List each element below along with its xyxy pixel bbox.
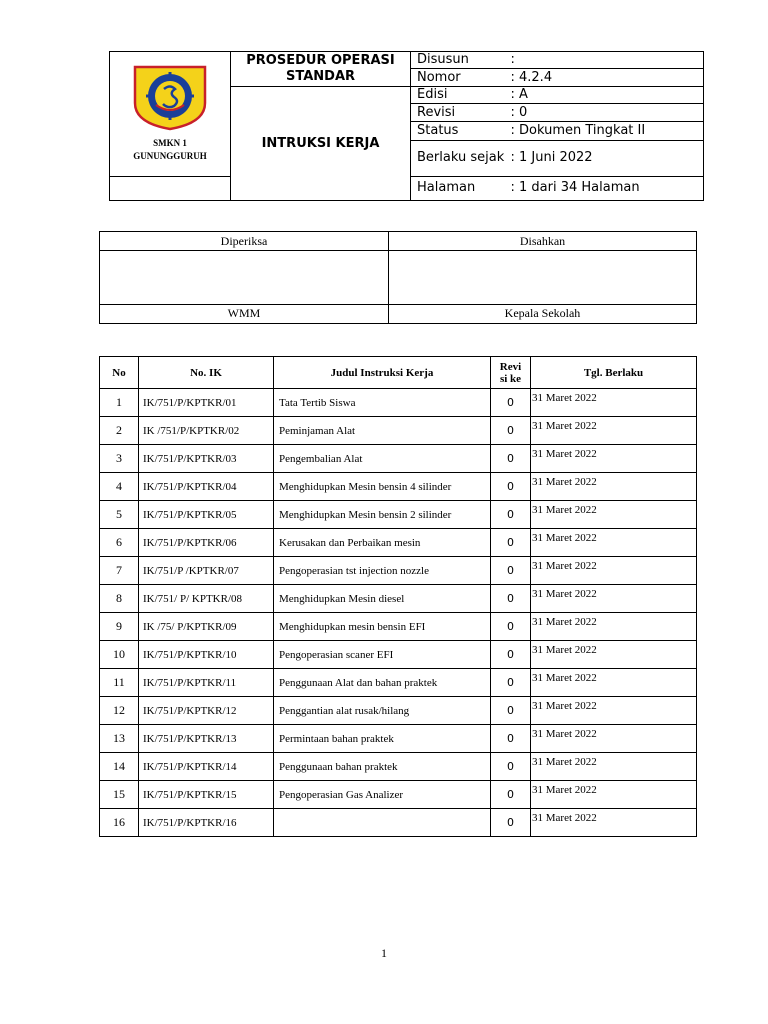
row-ik: IK /751/P/KPTKR/02 — [139, 417, 274, 445]
row-judul: Menghidupkan Mesin diesel — [274, 585, 491, 613]
checked-by-label: Diperiksa — [100, 232, 389, 251]
row-no: 12 — [100, 697, 139, 725]
school-logo — [131, 65, 209, 131]
row-judul: Tata Tertib Siswa — [274, 389, 491, 417]
row-ik: IK/751/P/KPTKR/03 — [139, 445, 274, 473]
meta-value-disusun: : — [511, 52, 704, 69]
row-ik: IK/751/P/KPTKR/13 — [139, 725, 274, 753]
table-row — [100, 389, 697, 417]
header-tgl: Tgl. Berlaku — [531, 357, 697, 389]
header-ik: No. IK — [139, 357, 274, 389]
row-no: 1 — [100, 389, 139, 417]
row-ik: IK /75/ P/KPTKR/09 — [139, 613, 274, 641]
logo-footer-cell — [110, 176, 231, 200]
row-no: 4 — [100, 473, 139, 501]
row-ik: IK/751/P/KPTKR/15 — [139, 781, 274, 809]
row-no: 14 — [100, 753, 139, 781]
row-judul: Penggunaan bahan praktek — [274, 753, 491, 781]
row-revisi: 0 — [491, 529, 531, 557]
row-no: 7 — [100, 557, 139, 585]
header-no: No — [100, 357, 139, 389]
school-name-line2: GUNUNGGURUH — [133, 151, 207, 162]
row-tgl-berlaku: 31 Maret 2022 — [531, 725, 697, 753]
row-revisi: 0 — [491, 809, 531, 837]
row-revisi: 0 — [491, 557, 531, 585]
row-tgl-berlaku: 31 Maret 2022 — [531, 781, 697, 809]
row-revisi: 0 — [491, 389, 531, 417]
row-judul: Penggunaan Alat dan bahan praktek — [274, 669, 491, 697]
table-row — [100, 529, 697, 557]
meta-key-halaman: Halaman — [411, 176, 511, 200]
row-tgl-berlaku: 31 Maret 2022 — [531, 669, 697, 697]
header-judul: Judul Instruksi Kerja — [274, 357, 491, 389]
row-judul: Pengembalian Alat — [274, 445, 491, 473]
row-tgl-berlaku: 31 Maret 2022 — [531, 445, 697, 473]
table-row — [100, 725, 697, 753]
row-no: 11 — [100, 669, 139, 697]
table-row — [100, 417, 697, 445]
row-revisi: 0 — [491, 473, 531, 501]
meta-value-nomor: : 4.2.4 — [511, 69, 704, 87]
row-tgl-berlaku: 31 Maret 2022 — [531, 753, 697, 781]
checked-by-role: WMM — [100, 304, 389, 323]
row-revisi: 0 — [491, 753, 531, 781]
table-row — [100, 473, 697, 501]
table-row — [100, 585, 697, 613]
checked-by-signature-area — [100, 251, 389, 305]
row-no: 10 — [100, 641, 139, 669]
row-no: 3 — [100, 445, 139, 473]
row-ik: IK/751/P/KPTKR/14 — [139, 753, 274, 781]
table-row — [100, 697, 697, 725]
row-revisi: 0 — [491, 725, 531, 753]
approved-by-signature-area — [389, 251, 697, 305]
row-judul: Pengoperasian scaner EFI — [274, 641, 491, 669]
row-no: 9 — [100, 613, 139, 641]
table-row — [100, 641, 697, 669]
row-ik: IK/751/P/KPTKR/10 — [139, 641, 274, 669]
row-judul: Menghidupkan mesin bensin EFI — [274, 613, 491, 641]
row-ik: IK/751/ P/ KPTKR/08 — [139, 585, 274, 613]
row-no: 15 — [100, 781, 139, 809]
row-ik: IK/751/P/KPTKR/05 — [139, 501, 274, 529]
meta-value-halaman: : 1 dari 34 Halaman — [511, 176, 704, 200]
meta-value-status: : Dokumen Tingkat II — [511, 122, 704, 140]
meta-key-edisi: Edisi — [411, 87, 511, 104]
school-name-line1: SMKN 1 — [153, 138, 187, 149]
approved-by-role: Kepala Sekolah — [389, 304, 697, 323]
row-tgl-berlaku: 31 Maret 2022 — [531, 473, 697, 501]
row-ik: IK/751/P/KPTKR/04 — [139, 473, 274, 501]
row-judul: Penggantian alat rusak/hilang — [274, 697, 491, 725]
row-tgl-berlaku: 31 Maret 2022 — [531, 417, 697, 445]
page-number: 1 — [381, 946, 387, 960]
row-revisi: 0 — [491, 781, 531, 809]
table-row — [100, 557, 697, 585]
header-revisi: Revi si ke — [491, 357, 531, 389]
table-row — [100, 753, 697, 781]
table-row — [100, 445, 697, 473]
row-judul: Pengoperasian tst injection nozzle — [274, 557, 491, 585]
row-revisi: 0 — [491, 697, 531, 725]
meta-key-status: Status — [411, 122, 511, 140]
document-header — [109, 51, 704, 201]
row-ik: IK/751/P/KPTKR/11 — [139, 669, 274, 697]
row-tgl-berlaku: 31 Maret 2022 — [531, 697, 697, 725]
row-no: 6 — [100, 529, 139, 557]
meta-value-berlaku: : 1 Juni 2022 — [511, 140, 704, 176]
signature-table — [99, 231, 697, 324]
table-row — [100, 669, 697, 697]
meta-key-disusun: Disusun — [411, 52, 511, 69]
row-judul — [274, 809, 491, 837]
row-tgl-berlaku: 31 Maret 2022 — [531, 613, 697, 641]
row-no: 13 — [100, 725, 139, 753]
row-revisi: 0 — [491, 585, 531, 613]
row-ik: IK/751/P/KPTKR/16 — [139, 809, 274, 837]
table-row — [100, 809, 697, 837]
row-revisi: 0 — [491, 445, 531, 473]
row-ik: IK/751/P/KPTKR/12 — [139, 697, 274, 725]
row-tgl-berlaku: 31 Maret 2022 — [531, 389, 697, 417]
row-revisi: 0 — [491, 669, 531, 697]
row-no: 16 — [100, 809, 139, 837]
document-type-title: PROSEDUR OPERASI STANDAR — [231, 52, 411, 87]
meta-key-berlaku: Berlaku sejak — [411, 140, 511, 176]
row-judul: Peminjaman Alat — [274, 417, 491, 445]
work-instruction-table — [99, 356, 697, 837]
meta-value-revisi: : 0 — [511, 104, 704, 122]
table-row — [100, 501, 697, 529]
approved-by-label: Disahkan — [389, 232, 697, 251]
row-revisi: 0 — [491, 501, 531, 529]
table-row — [100, 613, 697, 641]
row-judul: Permintaan bahan praktek — [274, 725, 491, 753]
row-ik: IK/751/P/KPTKR/06 — [139, 529, 274, 557]
row-judul: Menghidupkan Mesin bensin 4 silinder — [274, 473, 491, 501]
row-tgl-berlaku: 31 Maret 2022 — [531, 641, 697, 669]
row-ik: IK/751/P /KPTKR/07 — [139, 557, 274, 585]
row-no: 2 — [100, 417, 139, 445]
row-no: 5 — [100, 501, 139, 529]
row-tgl-berlaku: 31 Maret 2022 — [531, 501, 697, 529]
row-judul: Kerusakan dan Perbaikan mesin — [274, 529, 491, 557]
row-tgl-berlaku: 31 Maret 2022 — [531, 529, 697, 557]
row-judul: Pengoperasian Gas Analizer — [274, 781, 491, 809]
row-tgl-berlaku: 31 Maret 2022 — [531, 809, 697, 837]
row-no: 8 — [100, 585, 139, 613]
row-revisi: 0 — [491, 417, 531, 445]
meta-value-edisi: : A — [511, 87, 704, 104]
table-row — [100, 781, 697, 809]
row-tgl-berlaku: 31 Maret 2022 — [531, 585, 697, 613]
row-judul: Menghidupkan Mesin bensin 2 silinder — [274, 501, 491, 529]
meta-key-revisi: Revisi — [411, 104, 511, 122]
row-ik: IK/751/P/KPTKR/01 — [139, 389, 274, 417]
document-main-title: INTRUKSI KERJA — [231, 87, 411, 201]
school-logo-cell — [110, 52, 231, 177]
row-revisi: 0 — [491, 641, 531, 669]
row-revisi: 0 — [491, 613, 531, 641]
row-tgl-berlaku: 31 Maret 2022 — [531, 557, 697, 585]
meta-key-nomor: Nomor — [411, 69, 511, 87]
